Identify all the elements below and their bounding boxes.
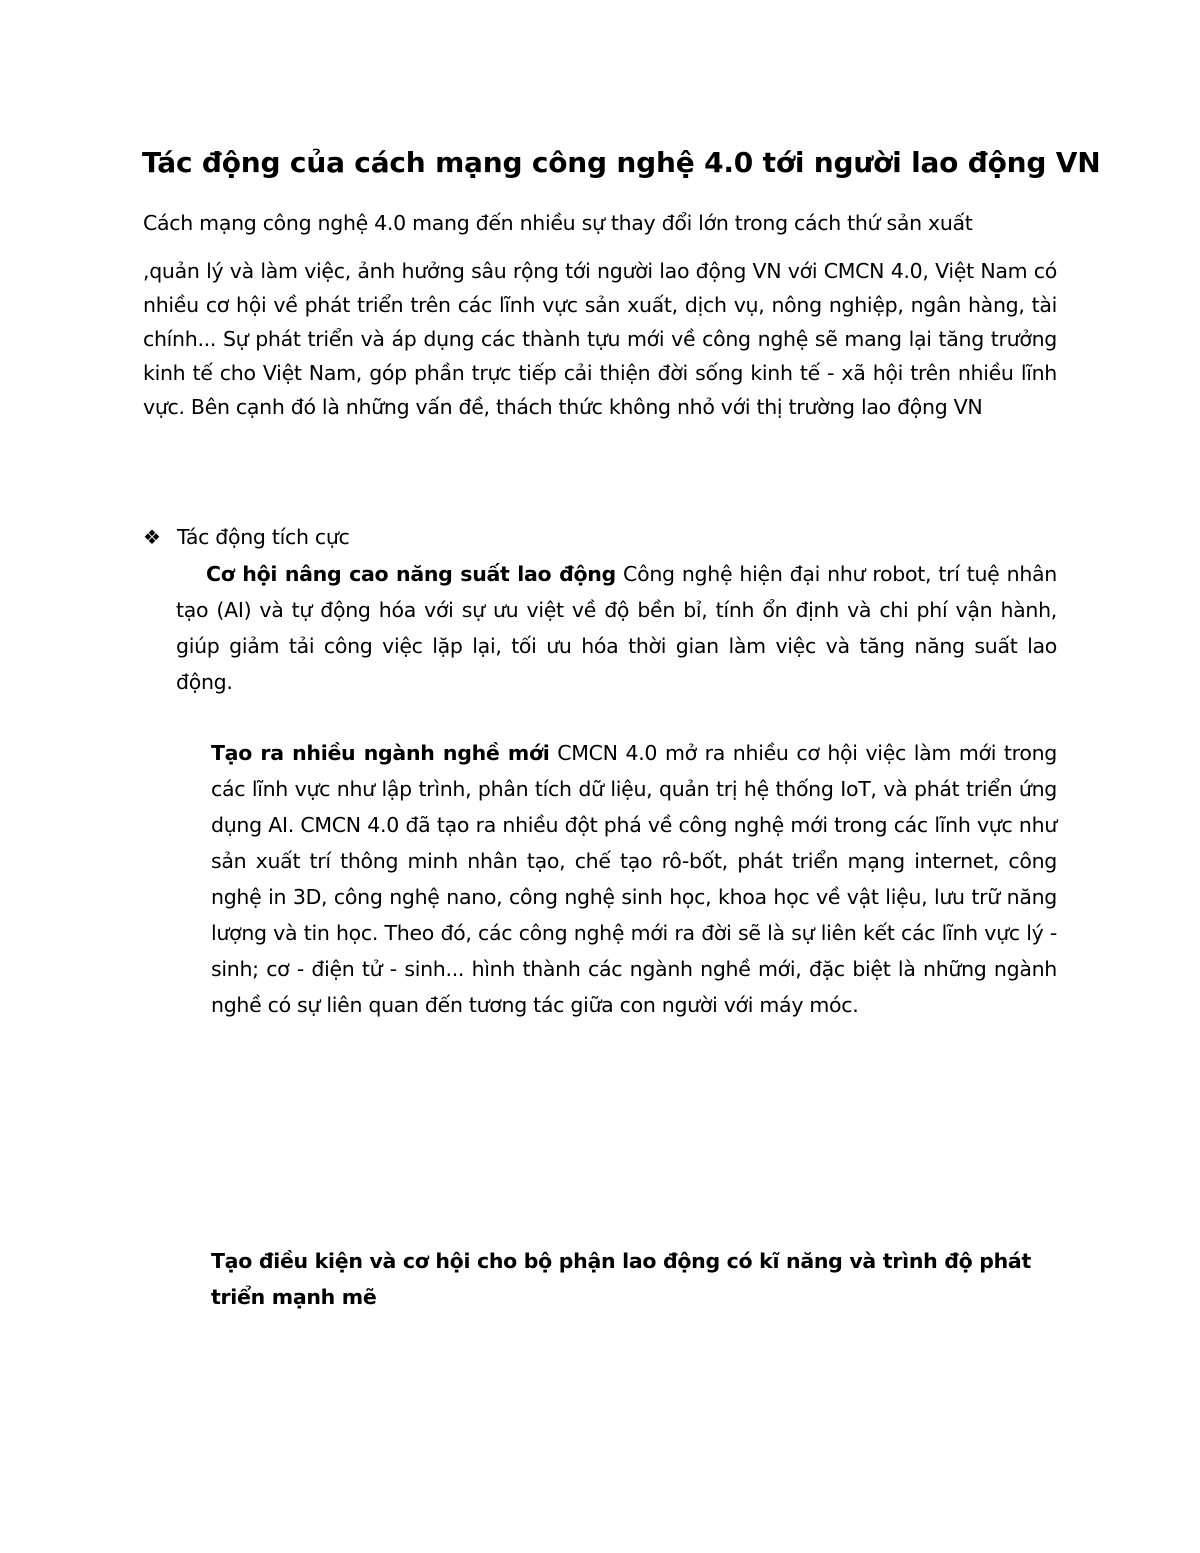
section-productivity-heading: Cơ hội nâng cao năng suất lao động	[206, 562, 616, 586]
bullet-label: Tác động tích cực	[177, 525, 350, 549]
document-title: Tác động của cách mạng công nghệ 4.0 tới người lao động VN	[142, 146, 1101, 179]
section-new-jobs-heading: Tạo ra nhiều ngành nghề mới	[211, 741, 550, 765]
section-productivity	[176, 556, 1057, 700]
diamond-bullet-icon: ❖	[143, 525, 161, 549]
intro-first-line: Cách mạng công nghệ 4.0 mang đến nhiều sự thay đổi lớn trong cách thứ sản xuất	[143, 211, 973, 235]
bullet-positive-impact	[143, 519, 743, 555]
intro-paragraph: ,quản lý và làm việc, ảnh hưởng sâu rộng tới người lao động VN với CMCN 4.0, Việt Nam có nhiều cơ hội về phát triển trên các lĩnh vực sản xuất, dịch vụ, nông nghiệp, ngân hàng, tài chính... Sự phát triển và áp dụng các thành tựu mới về công nghệ sẽ mang lại tăng trưởng kinh tế cho Việt Nam, góp phần trực tiếp cải thiện đời sống kinh tế - xã hội trên nhiều lĩnh vực. Bên cạnh đó là những vấn đề, thách thức không nhỏ với thị trường lao động VN	[143, 259, 1057, 419]
section-skilled-labor-heading: Tạo điều kiện và cơ hội cho bộ phận lao động có kĩ năng và trình độ phát triển mạnh mẽ	[211, 1249, 1031, 1309]
section-productivity-text: Công nghệ hiện đại như robot, trí tuệ nhân tạo (AI) và tự động hóa với sự ưu việt về độ bền bỉ, tính ổn định và chi phí vận hành, giúp giảm tải công việc lặp lại, tối ưu hóa thời gian làm việc và tăng năng suất lao động.	[176, 562, 1057, 694]
section-new-jobs	[211, 735, 1057, 1023]
section-new-jobs-text: CMCN 4.0 mở ra nhiều cơ hội việc làm mới trong các lĩnh vực như lập trình, phân tích dữ liệu, quản trị hệ thống IoT, và phát triển ứng dụng AI. CMCN 4.0 đã tạo ra nhiều đột phá về công nghệ mới trong các lĩnh vực như sản xuất trí thông minh nhân tạo, chế tạo rô-bốt, phát triển mạng internet, công nghệ in 3D, công nghệ nano, công nghệ sinh học, khoa học về vật liệu, lưu trữ năng lượng và tin học. Theo đó, các công nghệ mới ra đời sẽ là sự liên kết các lĩnh vực lý - sinh; cơ - điện tử - sinh... hình thành các ngành nghề mới, đặc biệt là những ngành nghề có sự liên quan đến tương tác giữa con người với máy móc.	[211, 741, 1057, 1017]
